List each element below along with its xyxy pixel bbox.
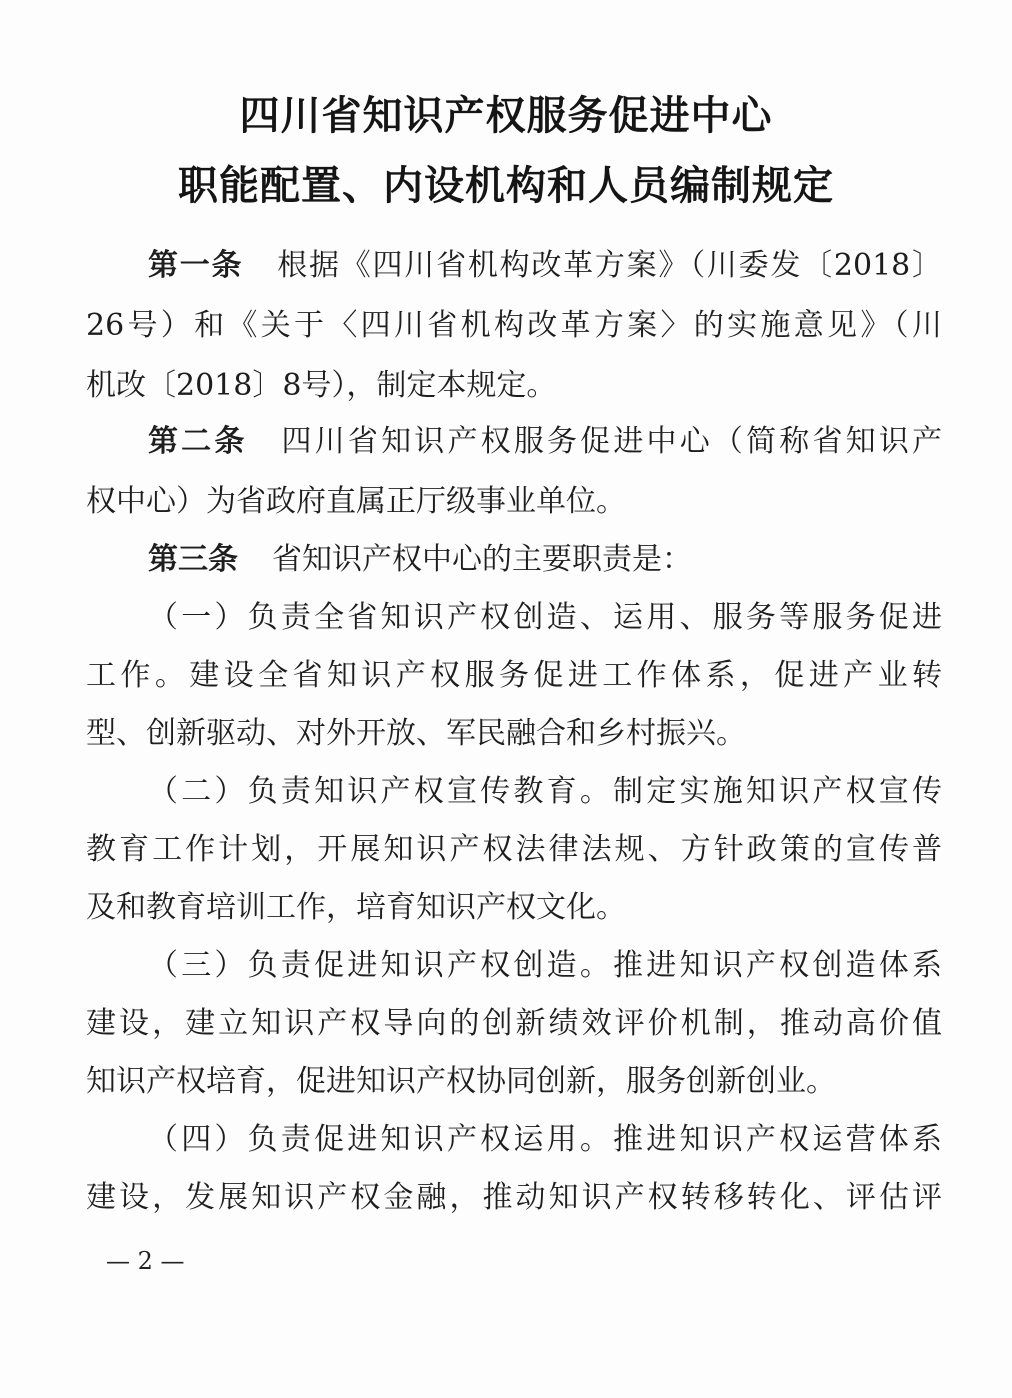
duty-3-text-3: 知识产权培育，促进知识产权协同创新，服务创新创业。 [86, 1064, 836, 1099]
duty-1-text-1: （一）负责全省知识产权创造、运用、服务等服务促进 [148, 600, 942, 635]
article-2-text-1: 四川省知识产权服务促进中心（简称省知识产 [281, 424, 943, 459]
article-3-text-1: 省知识产权中心的主要职责是： [272, 542, 692, 577]
duty-4-text-2: 建设，发展知识产权金融，推动知识产权转移转化、评估评 [86, 1180, 942, 1215]
article-3-label: 第三条 [148, 542, 238, 577]
duty-1-text-3: 型、创新驱动、对外开放、军民融合和乡村振兴。 [86, 716, 746, 751]
article-1-first-line [148, 246, 942, 286]
duty-2-text-1: （二）负责知识产权宣传教育。制定实施知识产权宣传 [148, 774, 942, 809]
article-2-first-line [148, 422, 942, 462]
article-1-text-3: 机改〔2018〕8号），制定本规定。 [86, 368, 557, 403]
duty-3-text-1: （三）负责促进知识产权创造。推进知识产权创造体系 [148, 948, 942, 983]
article-3-first-line [148, 540, 942, 580]
duty-1-text-2: 工作。建设全省知识产权服务促进工作体系，促进产业转 [86, 658, 942, 693]
document-title-line-1: 四川省知识产权服务促进中心 [239, 93, 773, 139]
duty-3-text-2: 建设，建立知识产权导向的创新绩效评价机制，推动高价值 [86, 1006, 942, 1041]
article-2-text-2: 权中心）为省政府直属正厅级事业单位。 [86, 484, 626, 519]
article-1-label: 第一条 [148, 248, 244, 283]
page-number: — 2 — [106, 1247, 185, 1275]
document-title-line-2: 职能配置、内设机构和人员编制规定 [178, 163, 834, 209]
duty-2-text-3: 及和教育培训工作，培育知识产权文化。 [86, 890, 626, 925]
article-2-label: 第二条 [148, 424, 248, 459]
duty-4-text-1: （四）负责促进知识产权运用。推进知识产权运营体系 [148, 1122, 942, 1157]
article-1-text-1: 根据《四川省机构改革方案》（川委发〔2018〕 [277, 248, 942, 283]
duty-2-text-2: 教育工作计划，开展知识产权法律法规、方针政策的宣传普 [86, 832, 942, 867]
article-1-text-2: 26号）和《关于〈四川省机构改革方案〉的实施意见》（川 [86, 308, 942, 343]
